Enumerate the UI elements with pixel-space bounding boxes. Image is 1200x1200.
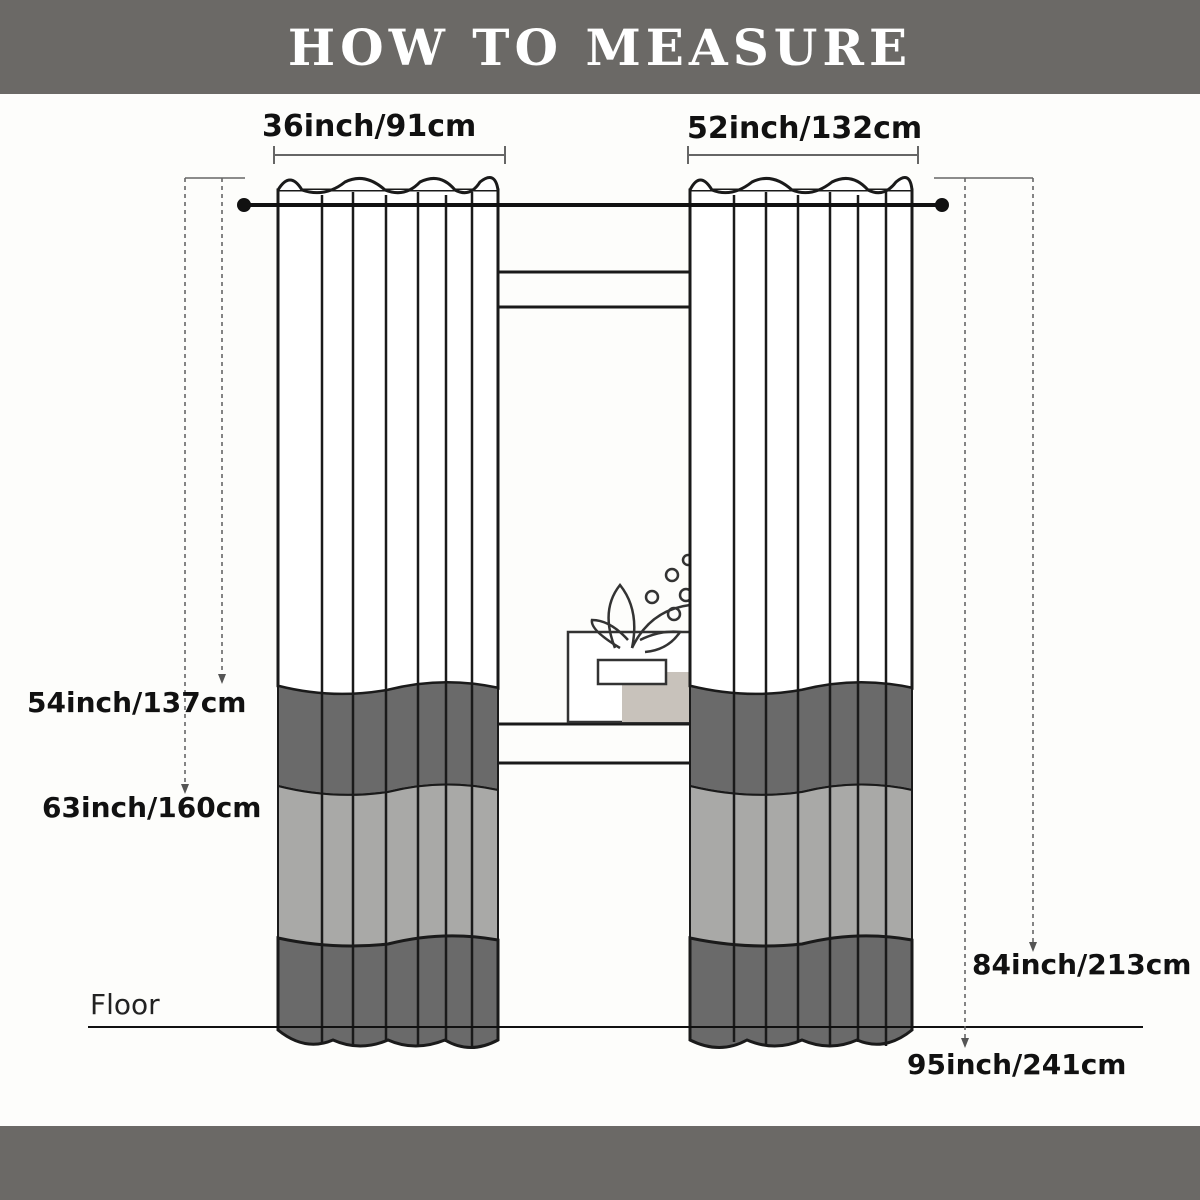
width-label-right: 52inch/132cm: [687, 111, 923, 146]
curtain-left-dark-band: [278, 682, 498, 794]
width-dimension-left: [274, 146, 505, 164]
curtain-left-light-band: [278, 784, 498, 946]
curtain-right-white: [690, 190, 912, 694]
length-label-54: 54inch/137cm: [27, 686, 247, 719]
curtain-left-white: [278, 190, 498, 694]
width-label-left: 36inch/91cm: [262, 109, 477, 144]
curtain-left-top-hem: [278, 178, 498, 193]
length-label-84: 84inch/213cm: [972, 948, 1192, 981]
curtain-left-bottom-band: [278, 936, 498, 1048]
curtain-right-bottom-band: [690, 936, 912, 1048]
potted-plant-icon: [568, 555, 693, 722]
curtain-right: [690, 178, 912, 1048]
page-title: HOW TO MEASURE: [287, 17, 913, 77]
curtain-right-dark-band: [690, 682, 912, 794]
curtain-right-top-hem: [690, 178, 912, 193]
footer-band: [0, 1126, 1200, 1200]
width-dimension-right: [688, 146, 918, 164]
length-label-95: 95inch/241cm: [907, 1048, 1127, 1081]
floor-label: Floor: [90, 988, 160, 1021]
curtain-left: [278, 178, 498, 1048]
curtain-right-light-band: [690, 784, 912, 946]
length-label-63: 63inch/160cm: [42, 791, 262, 824]
